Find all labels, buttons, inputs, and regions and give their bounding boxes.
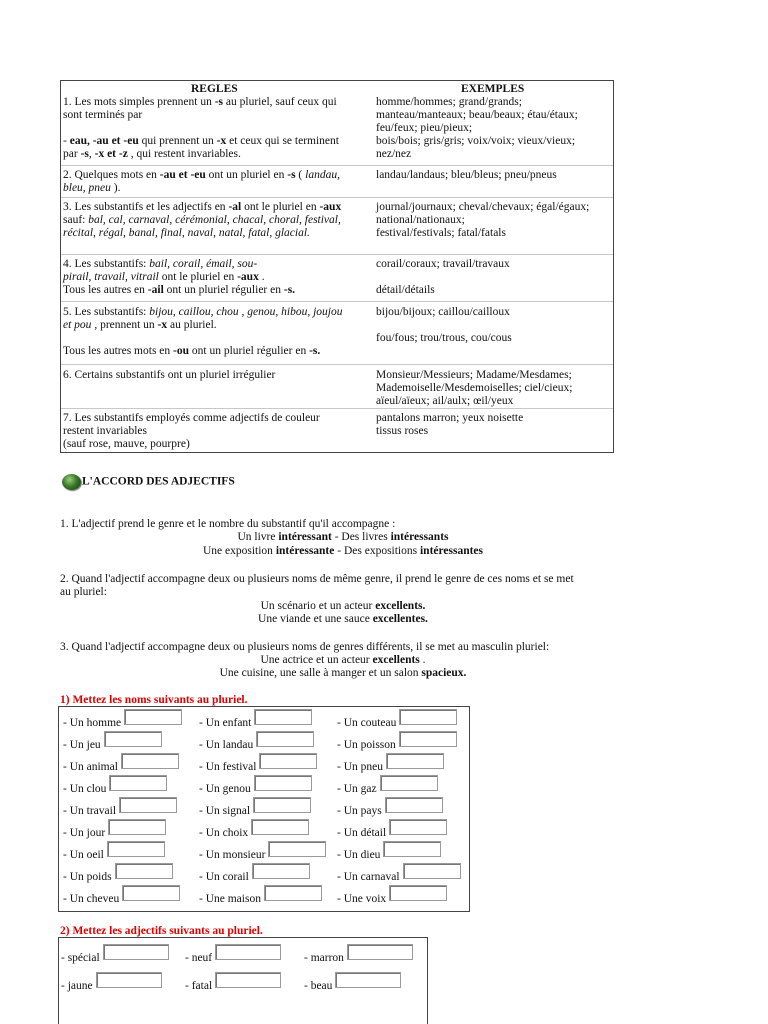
exercise-1-answer-input[interactable]	[108, 819, 166, 835]
examples-3: journal/journaux; cheval/chevaux; égal/égaux; national/nationaux; festival/festivals; fatal/fatals	[376, 201, 590, 239]
exercise-1-word: - Un couteau	[337, 717, 397, 729]
accord-example-3a: Une actrice et un acteur excellents .	[260, 654, 426, 666]
exercise-1-answer-input[interactable]	[259, 753, 317, 769]
exercise-1-word: - Un choix	[199, 827, 249, 839]
accord-example-1a: Un livre intéressant - Des livres intéressants	[237, 531, 449, 543]
examples-5: bijou/bijoux; caillou/cailloux fou/fous; trou/trous, cou/cous	[376, 306, 512, 344]
exercise-1-answer-input[interactable]	[399, 731, 457, 747]
exercise-1-answer-input[interactable]	[385, 797, 443, 813]
green-ball-icon	[62, 474, 81, 490]
exercise-2-word: - fatal	[185, 980, 213, 992]
accord-example-2b: Une viande et une sauce excellentes.	[258, 613, 428, 625]
exercise-2-answer-input[interactable]	[215, 972, 281, 988]
examples-4: corail/coraux; travail/travaux détail/détails	[376, 258, 510, 296]
exercise-1-answer-input[interactable]	[399, 709, 457, 725]
exercise-1-answer-input[interactable]	[122, 885, 180, 901]
exercise-1-word: - Un animal	[63, 761, 118, 773]
accord-rule-3: 3. Quand l'adjectif accompagne deux ou plusieurs noms de genres différents, il se met au masculin pluriel:	[60, 641, 550, 653]
exercise-1-answer-input[interactable]	[264, 885, 322, 901]
exercise-1-word: - Un jeu	[63, 739, 101, 751]
exercise-2-answer-input[interactable]	[215, 944, 281, 960]
exercise-1-word: - Un pneu	[337, 761, 383, 773]
exercise-2-word: - marron	[304, 952, 344, 964]
exercise-1-word: - Un poids	[63, 871, 112, 883]
exercise-2-word: - spécial	[61, 952, 100, 964]
examples-2: landau/landaus; bleu/bleus; pneu/pneus	[376, 169, 557, 181]
exercise-1-word: - Un homme	[63, 717, 122, 729]
exercise-1-word: - Un enfant	[199, 717, 252, 729]
exercise-1-answer-input[interactable]	[389, 885, 447, 901]
exercise-1-word: - Un dieu	[337, 849, 381, 861]
exercise-1-word: - Un signal	[199, 805, 251, 817]
rule-6: 6. Certains substantifs ont un pluriel irrégulier	[63, 369, 276, 381]
accord-rule-2: 2. Quand l'adjectif accompagne deux ou plusieurs noms de même genre, il prend le genre de ces noms et se met au pluriel:	[60, 573, 574, 598]
examples-1: homme/hommes; grand/grands; manteau/manteaux; beau/beaux; étau/étaux; feu/feux; pieu/pieux; bois/bois; gris/gris; voix/voix; vieux/vieux; nez/nez	[376, 96, 578, 160]
header-examples: EXEMPLES	[461, 83, 525, 95]
exercise-1-box	[58, 706, 470, 912]
exercise-2-title: 2) Mettez les adjectifs suivants au pluriel.	[60, 925, 263, 937]
exercise-1-answer-input[interactable]	[252, 863, 310, 879]
rule-3: 3. Les substantifs et les adjectifs en -al ont le pluriel en -aux sauf: bal, cal, carnaval, cérémonial, chacal, choral, festival, récital, régal, banal, final, naval, natal, fatal, glacial.	[63, 201, 342, 239]
exercise-1-word: - Un festival	[199, 761, 257, 773]
rule-7: 7. Les substantifs employés comme adjectifs de couleur restent invariables (sauf rose, mauve, pourpre)	[63, 412, 320, 450]
exercise-2-answer-input[interactable]	[103, 944, 169, 960]
exercise-1-word: - Un carnaval	[337, 871, 400, 883]
accord-example-3b: Une cuisine, une salle à manger et un salon spacieux.	[219, 667, 467, 679]
exercise-1-answer-input[interactable]	[254, 709, 312, 725]
exercise-1-word: - Un poisson	[337, 739, 396, 751]
exercise-2-word: - beau	[304, 980, 333, 992]
rules-table	[60, 80, 614, 453]
exercise-1-word: - Une maison	[199, 893, 261, 905]
accord-example-2a: Un scénario et un acteur excellents.	[260, 600, 426, 612]
exercise-1-answer-input[interactable]	[107, 841, 165, 857]
exercise-1-title: 1) Mettez les noms suivants au pluriel.	[60, 694, 248, 706]
exercise-1-word: - Un genou	[199, 783, 251, 795]
exercise-1-word: - Un oeil	[63, 849, 104, 861]
exercise-1-word: - Un gaz	[337, 783, 377, 795]
exercise-1-word: - Un jour	[63, 827, 106, 839]
rule-4: 4. Les substantifs: bail, corail, émail, sou- pirail, travail, vitrail ont le pluriel en -aux . Tous les autres en -ail ont un pluriel régulier en -s.	[63, 258, 296, 296]
exercise-1-answer-input[interactable]	[403, 863, 461, 879]
exercise-1-word: - Un corail	[199, 871, 249, 883]
exercise-1-word: - Un pays	[337, 805, 382, 817]
exercise-1-word: - Un landau	[199, 739, 254, 751]
exercise-1-answer-input[interactable]	[115, 863, 173, 879]
exercise-2-word: - jaune	[61, 980, 93, 992]
section-title: L'ACCORD DES ADJECTIFS	[62, 474, 235, 490]
examples-6: Monsieur/Messieurs; Madame/Mesdames; Mademoiselle/Mesdemoiselles; ciel/cieux; aïeul/aïeux; ail/aulx; œil/yeux	[376, 369, 573, 407]
exercise-1-answer-input[interactable]	[256, 731, 314, 747]
accord-rule-1: 1. L'adjectif prend le genre et le nombre du substantif qu'il accompagne :	[60, 518, 396, 530]
rule-5: 5. Les substantifs: bijou, caillou, chou , genou, hibou, joujou et pou , prennent un -x au pluriel. Tous les autres mots en -ou ont un pluriel régulier en -s.	[63, 306, 343, 357]
exercise-1-answer-input[interactable]	[268, 841, 326, 857]
exercise-2-word: - neuf	[185, 952, 213, 964]
exercise-1-answer-input[interactable]	[109, 775, 167, 791]
exercise-1-answer-input[interactable]	[121, 753, 179, 769]
exercise-1-answer-input[interactable]	[383, 841, 441, 857]
exercise-1-word: - Un cheveu	[63, 893, 120, 905]
exercise-1-answer-input[interactable]	[380, 775, 438, 791]
exercise-2-answer-input[interactable]	[347, 944, 413, 960]
exercise-1-answer-input[interactable]	[104, 731, 162, 747]
exercise-1-answer-input[interactable]	[251, 819, 309, 835]
exercise-1-answer-input[interactable]	[389, 819, 447, 835]
exercise-1-word: - Un détail	[337, 827, 387, 839]
exercise-2-box	[58, 937, 428, 1024]
exercise-1-answer-input[interactable]	[124, 709, 182, 725]
exercise-1-answer-input[interactable]	[119, 797, 177, 813]
exercise-1-answer-input[interactable]	[386, 753, 444, 769]
exercise-1-word: - Un monsieur	[199, 849, 266, 861]
exercise-2-answer-input[interactable]	[96, 972, 162, 988]
rule-2: 2. Quelques mots en -au et -eu ont un pluriel en -s ( landau, bleu, pneu ).	[63, 169, 340, 194]
exercise-1-word: - Un travail	[63, 805, 117, 817]
accord-example-1b: Une exposition intéressante - Des expositions intéressantes	[202, 545, 484, 557]
exercise-1-answer-input[interactable]	[253, 797, 311, 813]
exercise-1-answer-input[interactable]	[254, 775, 312, 791]
exercise-2-answer-input[interactable]	[335, 972, 401, 988]
rule-1: 1. Les mots simples prennent un -s au pluriel, sauf ceux qui sont terminés par - eau, -au et -eu qui prennent un -x et ceux qui se terminent par -s, -x et -z , qui restent invariables.	[63, 96, 339, 160]
examples-7: pantalons marron; yeux noisette tissus roses	[376, 412, 524, 437]
exercise-1-word: - Une voix	[337, 893, 387, 905]
header-rules: REGLES	[191, 83, 238, 95]
exercise-1-word: - Un clou	[63, 783, 107, 795]
